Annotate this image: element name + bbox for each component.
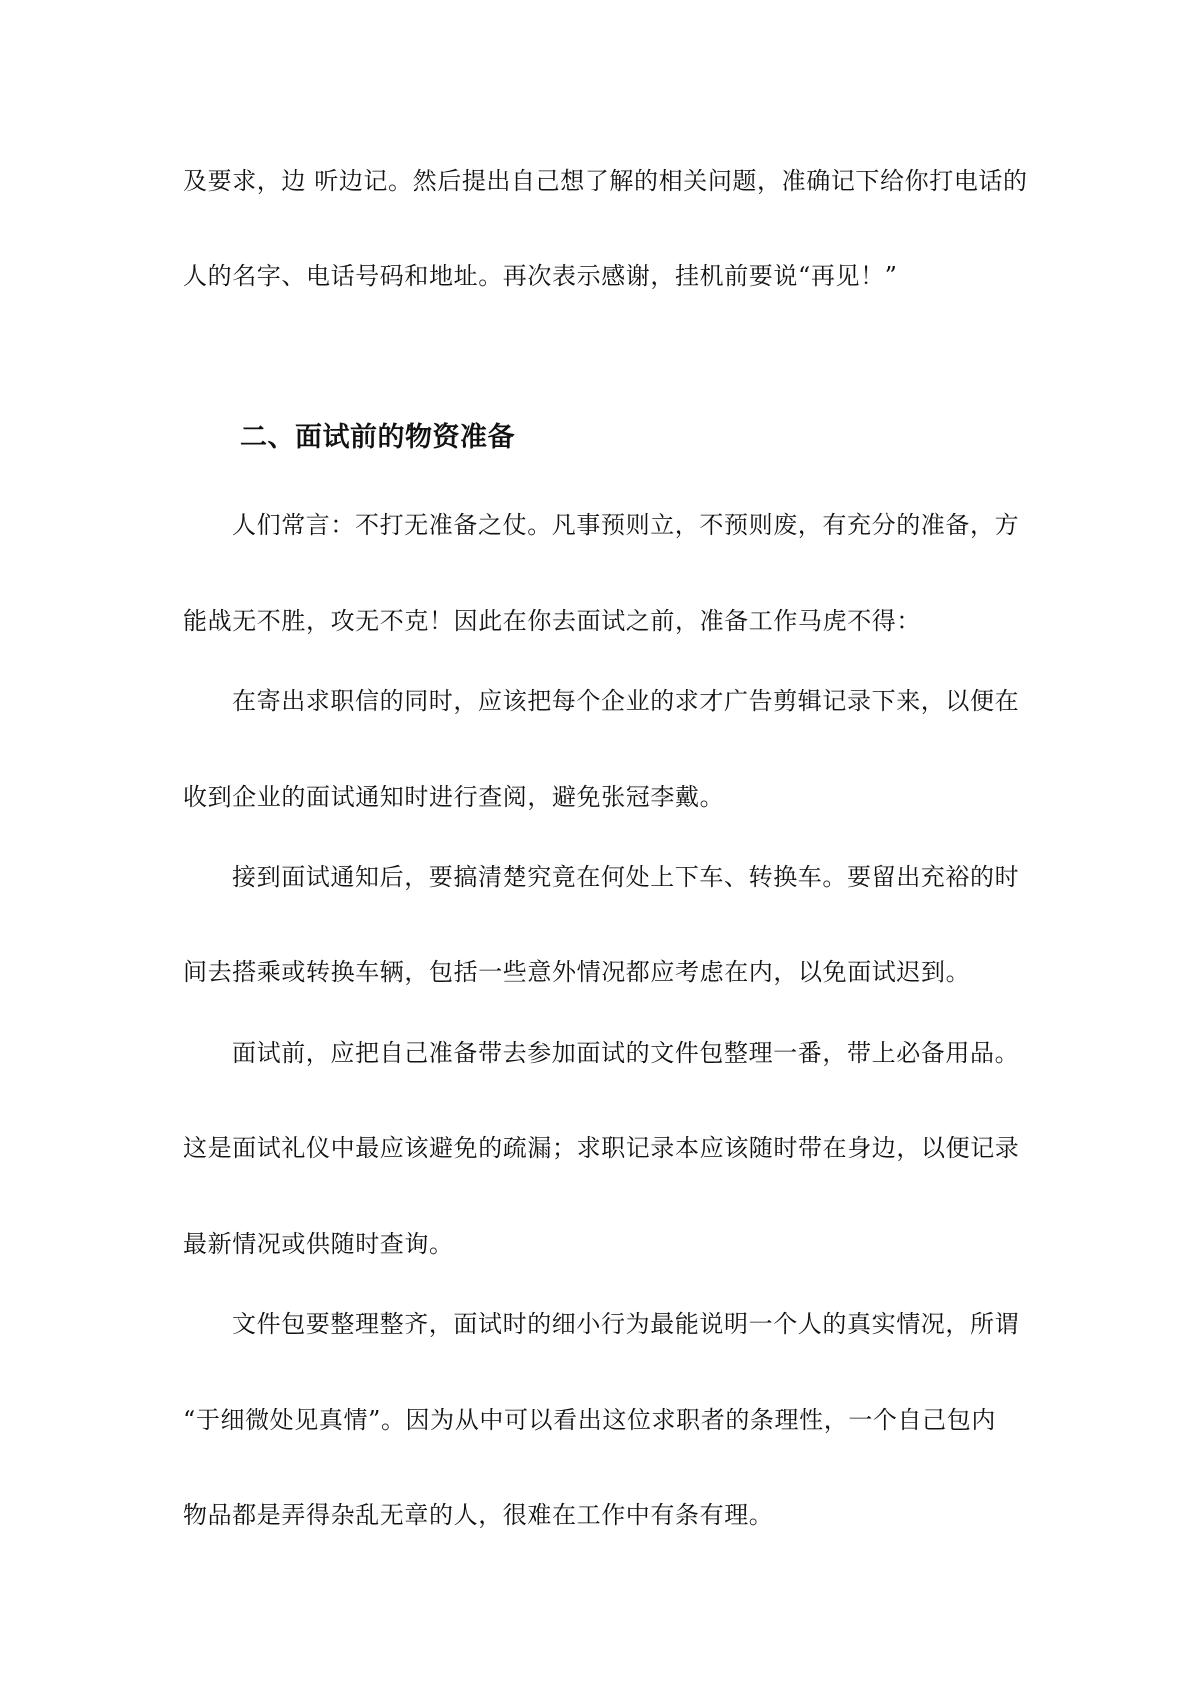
text-line: 最新情况或供随时查询。	[183, 1230, 454, 1258]
paragraph-first-line: 接到面试通知后，要搞清楚究竟在何处上下车、转换车。要留出充裕的时	[232, 863, 1020, 891]
text-line: “于细微处见真情”。因为从中可以看出这位求职者的条理性，一个自己包内	[183, 1406, 996, 1434]
text-line: 收到企业的面试通知时进行查阅，避免张冠李戴。	[183, 783, 725, 811]
paragraph-first-line: 人们常言：不打无准备之仗。凡事预则立，不预则废，有充分的准备，方	[232, 511, 1020, 539]
text-line: 人的名字、电话号码和地址。再次表示感谢，挂机前要说“再见！”	[183, 262, 898, 290]
section-heading: 二、面试前的物资准备	[240, 422, 515, 453]
text-line: 能战无不胜，攻无不克！因此在你去面试之前，准备工作马虎不得：	[183, 607, 921, 635]
text-line: 间去搭乘或转换车辆，包括一些意外情况都应考虑在内，以免面试迟到。	[183, 958, 971, 986]
paragraph-first-line: 在寄出求职信的同时，应该把每个企业的求才广告剪辑记录下来，以便在	[232, 687, 1020, 715]
text-line: 及要求，边 听边记。然后提出自己想了解的相关问题，准确记下给你打电话的	[183, 167, 1028, 195]
paragraph-first-line: 面试前，应把自己准备带去参加面试的文件包整理一番，带上必备用品。	[232, 1039, 1020, 1067]
paragraph-first-line: 文件包要整理整齐，面试时的细小行为最能说明一个人的真实情况，所谓	[232, 1310, 1020, 1338]
text-line: 这是面试礼仪中最应该避免的疏漏；求职记录本应该随时带在身边，以便记录	[183, 1134, 1020, 1162]
text-line: 物品都是弄得杂乱无章的人，很难在工作中有条有理。	[183, 1501, 774, 1529]
